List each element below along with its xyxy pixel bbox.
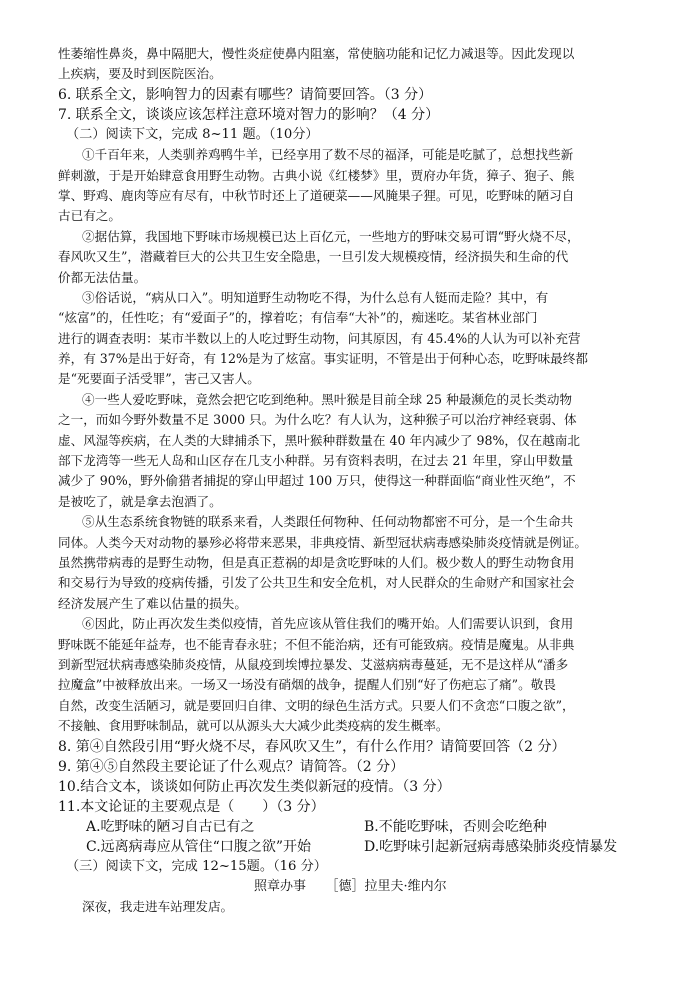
paragraph-3-line: 是“死要面子活受罪”，害己又害人。 — [58, 371, 260, 387]
option-c: C.远离病毒应从管住“口腹之欲”开始 — [86, 838, 311, 855]
article-2 — [58, 145, 644, 736]
paragraph-4-line: 部下龙湾等一些无人岛和山区存在几支小种群。另有资料表明，在过去 21 年里，穿山甲数量 — [58, 453, 574, 469]
paragraph-3-line: “炫富”的，任性吃；有“爱面子”的，撑着吃；有信奉“大补”的，痴迷吃。某省林业部门 — [58, 310, 538, 326]
option-d: D.吃野味引起新冠病毒感染肺炎疫情暴发 — [364, 838, 618, 855]
paragraph-1-line: 古已有之。 — [58, 208, 121, 224]
paragraph-6-line: 到新型冠状病毒感染肺炎疫情，从鼠疫到埃博拉暴发、艾滋病病毒蔓延，无不是这样从“潘多 — [58, 656, 569, 672]
question-8: 8. 第④自然段引用“野火烧不尽，春风吹又生”，有什么作用？请简要回答（2 分） — [58, 738, 566, 755]
paragraph-5-line: 虽然携带病毒的是野生动物，但是真正惹祸的却是贪吃野味的人们。极少数人的野生动物食用 — [58, 554, 575, 570]
paragraph-5-line: 同体。人类今天对动物的暴殄必将带来恶果，非典疫情、新型冠状病毒感染肺炎疫情就是例证。 — [58, 534, 587, 550]
paragraph-4-line: 之一，而如今野外数量不足 3000 只。为什么吃？有人认为，这种猴子可以治疗神经衰弱、体 — [58, 412, 577, 428]
paragraph-4-line: ④一些人爱吃野味，竟然会把它吃到绝种。黑叶猴是目前全球 25 种最濒危的灵长类动物 — [82, 391, 573, 407]
paragraph-4-line: 是被吃了，就是拿去泡酒了。 — [58, 493, 222, 509]
question-11-options-row-2 — [58, 837, 644, 857]
paragraph-1-line: 掌、野鸡、鹿肉等应有尽有，中秋节时还上了道硬菜——风腌果子狸。可见，吃野味的陋习自 — [58, 187, 575, 203]
paragraph-6-line: ⑥因此，防止再次发生类似疫情，首先应该从管住我们的嘴开始。人们需要认识到，食用 — [82, 616, 574, 632]
paragraph-3-line: 进行的调查表明：某市半数以上的人吃过野生动物，问其原因，有 45.4%的人认为可以补充营 — [58, 330, 581, 346]
question-11-options-row-1 — [58, 817, 644, 837]
option-b: B.不能吃野味，否则会吃绝种 — [364, 818, 547, 835]
section-3-heading: （三）阅读下文，完成 12~15题。（16 分） — [66, 858, 327, 874]
paragraph-2-line: 价都无法估量。 — [58, 269, 147, 285]
paragraph-1-line: 鲜刺激，于是开始肆意食用野生动物。古典小说《红楼梦》里，贾府办年货，獐子、狍子、熊 — [58, 167, 575, 183]
question-7: 7. 联系全文，谈谈应该怎样注意环境对智力的影响？（4 分） — [58, 106, 440, 123]
paragraph-6-line: 拉魔盒”中被释放出来。一场又一场没有硝烟的战争，提醒人们别“好了伤疤忘了痛”。敬畏 — [58, 677, 556, 693]
question-6: 6. 联系全文，影响智力的因素有哪些？请简要回答。（3 分） — [58, 86, 433, 103]
paragraph-4-line: 减少了 90%，野外偷猎者捕捉的穿山甲超过 100 万只，使得这一种群面临“商业性灭绝”，不 — [58, 473, 576, 489]
intro-passage — [58, 44, 644, 85]
option-a: A.吃野味的陋习自古已有之 — [86, 818, 255, 835]
question-9: 9. 第④⑤自然段主要论证了什么观点？请简答。（2 分） — [58, 758, 405, 775]
question-10: 10.结合文本，谈谈如何防止再次发生类似新冠的疫情。（3 分） — [58, 778, 451, 795]
section-2-heading: （二）阅读下文，完成 8~11 题。（10分） — [66, 126, 319, 142]
paragraph-5-line: ⑤从生态系统食物链的联系来看，人类跟任何物种、任何动物都密不可分，是一个生命共 — [82, 514, 574, 530]
story-title: 照章办事 ［德］拉里夫·维内尔 — [254, 878, 447, 894]
paragraph-5-line: 经济发展产生了难以估量的损失。 — [58, 595, 247, 611]
text-line: 性萎缩性鼻炎，鼻中隔肥大，慢性炎症使鼻内阻塞，常使脑功能和记忆力减退等。因此发现以 — [58, 46, 575, 61]
paragraph-6-line: 自然，改变生活陋习，就是要回归自律、文明的绿色生活方式。只要人们不贪恋“口腹之欲”， — [58, 697, 575, 713]
paragraph-2-line: 春风吹又生”，潜藏着巨大的公共卫生安全隐患，一旦引发大规模疫情，经济损失和生命的代 — [58, 249, 569, 265]
question-11: 11.本文论证的主要观点是（ ）（3 分） — [58, 798, 325, 815]
paragraph-6-line: 野味既不能延年益寿，也不能青春永驻；不但不能治病，还有可能致病。疫情是魔鬼。从非典 — [58, 636, 575, 652]
paragraph-5-line: 和交易行为导致的疫病传播，引发了公共卫生和安全危机，对人民群众的生命财产和国家社会 — [58, 575, 575, 591]
paragraph-2-line: ②据估算，我国地下野味市场规模已达上百亿元，一些地方的野味交易可谓“野火烧不尽， — [82, 228, 580, 244]
exam-page — [58, 44, 644, 918]
story-first-line: 深夜，我走进车站理发店。 — [82, 899, 234, 915]
paragraph-6-line: 不接触、食用野味制品，就可以从源头大大减少此类疫病的发生概率。 — [58, 718, 449, 734]
paragraph-1-line: ①千百年来，人类驯养鸡鸭牛羊，已经享用了数不尽的福泽，可能是吃腻了，总想找些新 — [82, 147, 574, 163]
paragraph-3-line: ③俗话说，“病从口入”。明知道野生动物吃不得，为什么总有人铤而走险？其中，有 — [82, 289, 549, 305]
paragraph-3-line: 养，有 37%是出于好奇，有 12%是为了炫富。事实证明，不管是出于何种心态，吃野味最终都 — [58, 351, 588, 367]
text-line: 上疾病，要及时到医院医治。 — [58, 66, 222, 82]
paragraph-4-line: 虚、风湿等疾病，在人类的大肆捕杀下，黑叶猴种群数量在 40 年内减少了 98%，仅在越南北 — [58, 432, 580, 448]
